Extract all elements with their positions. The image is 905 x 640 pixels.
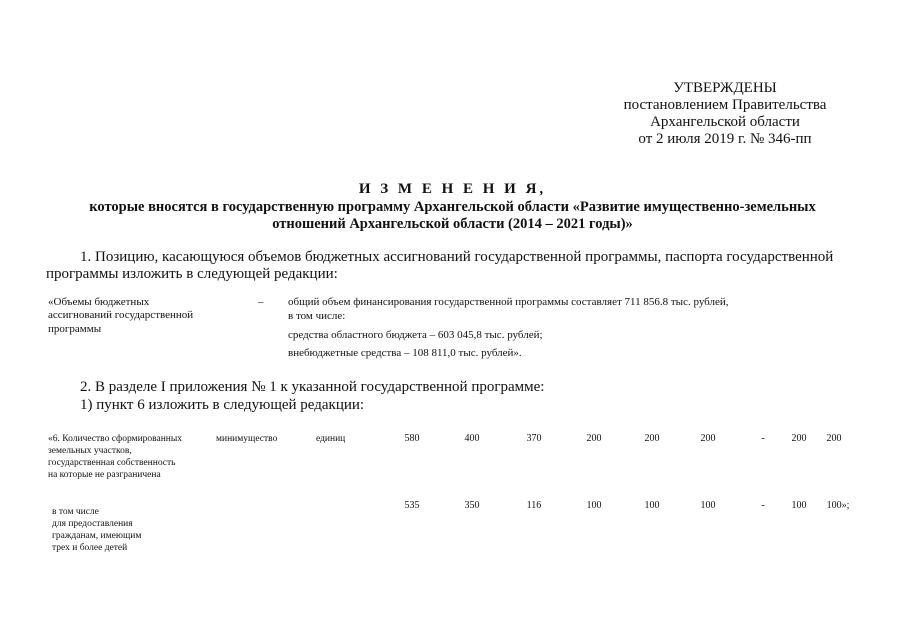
budget-label-line2: ассигнований государственной: [48, 309, 194, 321]
indicator-row1-label-line1: «6. Количество сформированных: [48, 434, 183, 444]
approval-date-line: от 2 июля 2019 г. № 346-пп: [638, 131, 812, 147]
indicator-row2-value: 100: [791, 500, 807, 511]
budget-dash: –: [258, 296, 264, 308]
approval-region-line: Архангельской области: [650, 114, 800, 130]
indicator-row1-value: 200: [826, 433, 842, 444]
budget-including-line: в том числе:: [288, 310, 346, 322]
budget-extrabudgetary-line: внебюджетные средства – 108 811,0 тыс. рублей».: [288, 347, 522, 359]
indicator-row1-value: 200: [700, 433, 716, 444]
indicator-row2-label-line2: для предоставления: [52, 519, 133, 529]
indicator-row1-value: 400: [464, 433, 480, 444]
budget-label-line3: программы: [48, 323, 102, 335]
paragraph1-line1: 1. Позицию, касающуюся объемов бюджетных ассигнований государственной программы, паспорта государственной: [80, 249, 834, 265]
indicator-row1-responsible: минимущество: [216, 434, 278, 444]
budget-label-line1: «Объемы бюджетных: [48, 296, 150, 308]
document-subtitle-line1: которые вносятся в государственную программу Архангельской области «Развитие имущественно-земельных: [89, 199, 816, 215]
indicator-row2-value: 100: [700, 500, 716, 511]
indicator-row2-label-line4: трех и более детей: [52, 543, 128, 553]
indicator-row2-value: 100»;: [826, 500, 850, 511]
paragraph2-line2: 1) пункт 6 изложить в следующей редакции:: [80, 397, 365, 413]
indicator-row2-value: 100: [644, 500, 660, 511]
approval-decree-line: постановлением Правительства: [623, 97, 827, 113]
indicator-row2-value: 100: [586, 500, 602, 511]
budget-total-line: общий объем финансирования государственной программы составляет 711 856.8 тыс. рублей,: [288, 296, 729, 308]
indicator-row2-value: 535: [404, 500, 420, 511]
indicator-row1-label-line3: государственная собственность: [48, 458, 176, 468]
indicator-row1-value: 200: [791, 433, 807, 444]
paragraph1-line2: программы изложить в следующей редакции:: [46, 266, 338, 282]
indicator-row2-label-line3: гражданам, имеющим: [52, 531, 142, 541]
approval-title: УТВЕРЖДЕНЫ: [673, 80, 777, 96]
budget-regional-line: средства областного бюджета – 603 045,8 тыс. рублей;: [288, 329, 543, 341]
indicator-row1-value: 370: [526, 433, 542, 444]
indicator-row1-value: 580: [404, 433, 420, 444]
document-subtitle-line2: отношений Архангельской области (2014 – 2021 годы)»: [272, 216, 633, 232]
indicator-row2-value: 116: [526, 500, 542, 511]
indicator-row1-value: 200: [644, 433, 660, 444]
indicator-row1-value: -: [761, 433, 765, 444]
indicator-row2-value: 350: [464, 500, 480, 511]
paragraph2-line1: 2. В разделе I приложения № 1 к указанной государственной программе:: [80, 379, 545, 395]
document-title: И З М Е Н Е Н И Я,: [358, 181, 547, 197]
indicator-row2-value: -: [761, 500, 765, 511]
indicator-row1-unit: единиц: [316, 434, 346, 444]
approval-block: [610, 80, 840, 148]
indicator-row2-label-line1: в том числе: [52, 507, 99, 517]
indicator-row1-label-line2: земельных участков,: [48, 446, 132, 456]
indicator-row1-label-line4: на которые не разграничена: [48, 470, 161, 480]
indicator-row1-value: 200: [586, 433, 602, 444]
